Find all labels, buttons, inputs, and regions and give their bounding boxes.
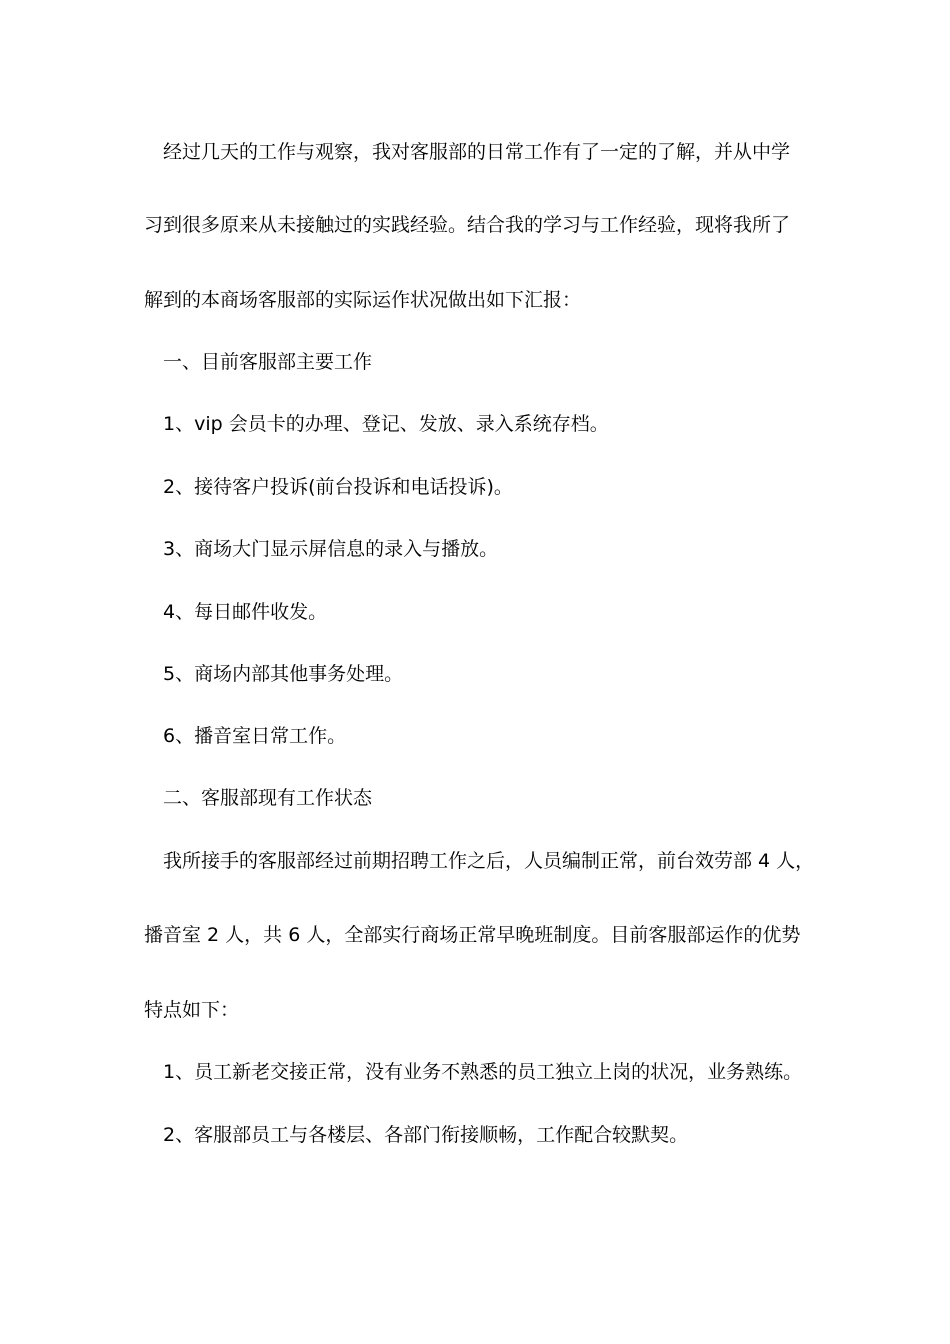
list-item: 2、接待客户投诉(前台投诉和电话投诉)。 [163,476,513,498]
section-heading: 一、目前客服部主要工作 [163,351,373,373]
list-item: 1、vip 会员卡的办理、登记、发放、录入系统存档。 [163,413,609,435]
list-item: 6、播音室日常工作。 [163,725,347,747]
paragraph-line: 特点如下： [144,999,240,1021]
paragraph-line: 解到的本商场客服部的实际运作状况做出如下汇报： [144,289,582,311]
section-heading: 二、客服部现有工作状态 [163,787,373,809]
list-item: 1、员工新老交接正常，没有业务不熟悉的员工独立上岗的状况，业务熟练。 [163,1061,803,1083]
paragraph-line: 经过几天的工作与观察，我对客服部的日常工作有了一定的了解，并从中学 [163,141,791,163]
list-item: 3、商场大门显示屏信息的录入与播放。 [163,538,499,560]
paragraph-line: 习到很多原来从未接触过的实践经验。结合我的学习与工作经验，现将我所了 [144,214,791,236]
list-item: 2、客服部员工与各楼层、各部门衔接顺畅，工作配合较默契。 [163,1124,689,1146]
paragraph-line: 我所接手的客服部经过前期招聘工作之后，人员编制正常，前台效劳部 4 人， [163,850,815,872]
paragraph-line: 播音室 2 人，共 6 人，全部实行商场正常早晚班制度。目前客服部运作的优势 [144,924,801,946]
list-item: 5、商场内部其他事务处理。 [163,663,404,685]
list-item: 4、每日邮件收发。 [163,601,328,623]
